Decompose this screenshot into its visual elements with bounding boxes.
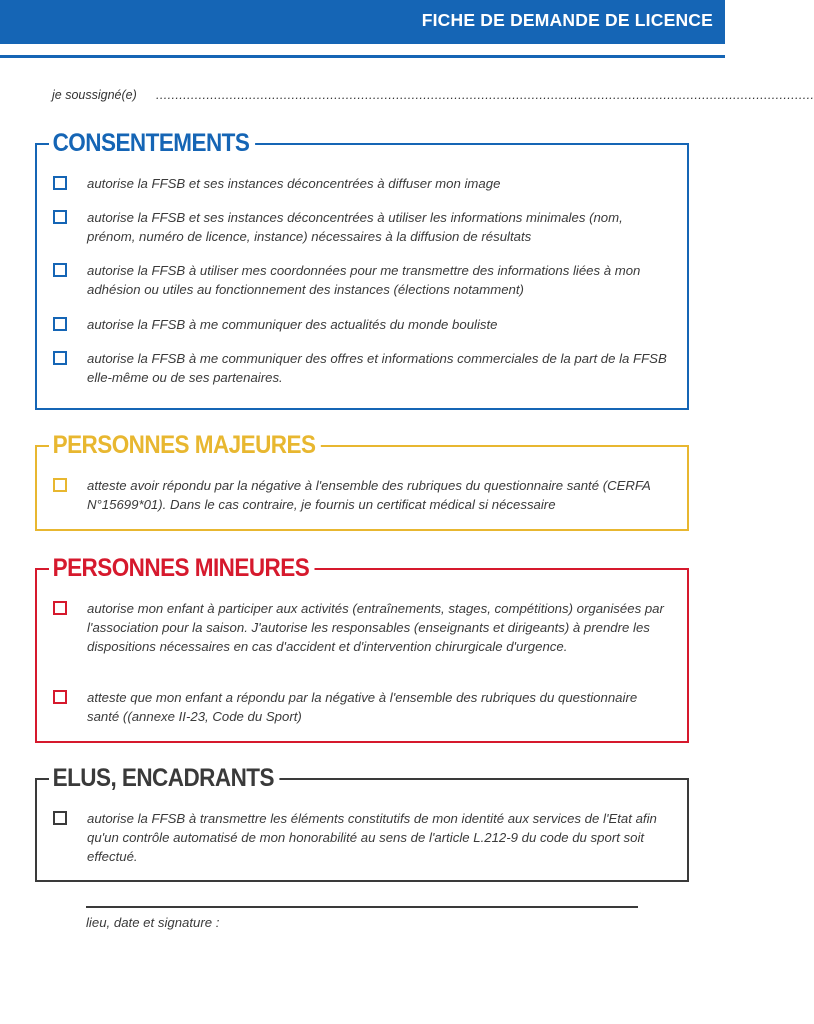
header-bar	[0, 0, 725, 44]
consent-checkbox[interactable]	[53, 210, 67, 224]
section-elus-encadrants	[35, 764, 689, 882]
majeures-checkbox[interactable]	[53, 478, 67, 492]
signature-label: lieu, date et signature :	[86, 915, 220, 930]
header-divider	[0, 55, 725, 58]
elus-checkbox[interactable]	[53, 811, 67, 825]
mineures-checkbox[interactable]	[53, 690, 67, 704]
consent-checkbox[interactable]	[53, 351, 67, 365]
consent-item-text: autorise la FFSB à me communiquer des offres et informations commerciales de la part de la FFSB elle-même ou de ses partenaires.	[87, 351, 667, 385]
soussigne-line[interactable]	[52, 88, 814, 102]
section-consentements	[35, 129, 689, 410]
consent-item-text: autorise la FFSB à me communiquer des actualités du monde bouliste	[87, 317, 498, 332]
section-personnes-majeures	[35, 431, 689, 531]
mineures-checkbox[interactable]	[53, 601, 67, 615]
consent-item-text: autorise la FFSB et ses instances déconcentrées à diffuser mon image	[87, 176, 501, 191]
section-title-consentements: CONSENTEMENTS	[49, 126, 255, 160]
consent-item-text: autorise la FFSB et ses instances déconcentrées à utiliser les informations minimales (nom, prénom, numéro de licence, instance) nécessaires à la diffusion de résultats	[87, 210, 623, 244]
section-title-mineures: PERSONNES MINEURES	[49, 551, 315, 585]
mineures-item-text: autorise mon enfant à participer aux activités (entraînements, stages, compétitions) organisées par l'association pour la saison. J'autorise les responsables (enseignants et dirigeants) à prendre les dispositions nécessaires en cas d'accident et d'intervention chirurgicale d'urgence.	[87, 601, 664, 654]
consent-checkbox[interactable]	[53, 176, 67, 190]
soussigne-dots: ..........................................................................................................................................................................	[156, 88, 814, 102]
mineures-item-text: atteste que mon enfant a répondu par la négative à l'ensemble des rubriques du questionnaire santé ((annexe II-23, Code du Sport)	[87, 690, 638, 724]
section-title-elus: ELUS, ENCADRANTS	[49, 761, 279, 795]
section-personnes-mineures	[35, 554, 689, 743]
section-title-majeures: PERSONNES MAJEURES	[49, 428, 321, 462]
elus-item-text: autorise la FFSB à transmettre les éléments constitutifs de mon identité aux services de l'Etat afin qu'un contrôle automatisé de mon honorabilité au sens de l'article L.212-9 du code du sport soit effectué.	[87, 811, 657, 864]
page-title: FICHE DE DEMANDE DE LICENCE	[421, 10, 713, 30]
majeures-item-text: atteste avoir répondu par la négative à l'ensemble des rubriques du questionnaire santé (CERFA N°15699*01). Dans le cas contraire, je fournis un certificat médical si nécessaire	[87, 478, 651, 512]
consent-checkbox[interactable]	[53, 263, 67, 277]
signature-line[interactable]	[86, 906, 638, 908]
soussigne-label: je soussigné(e)	[52, 88, 137, 102]
consent-checkbox[interactable]	[53, 317, 67, 331]
consent-item-text: autorise la FFSB à utiliser mes coordonnées pour me transmettre des informations liées à mon adhésion ou utiles au fonctionnement des instances (élections notamment)	[87, 263, 641, 297]
